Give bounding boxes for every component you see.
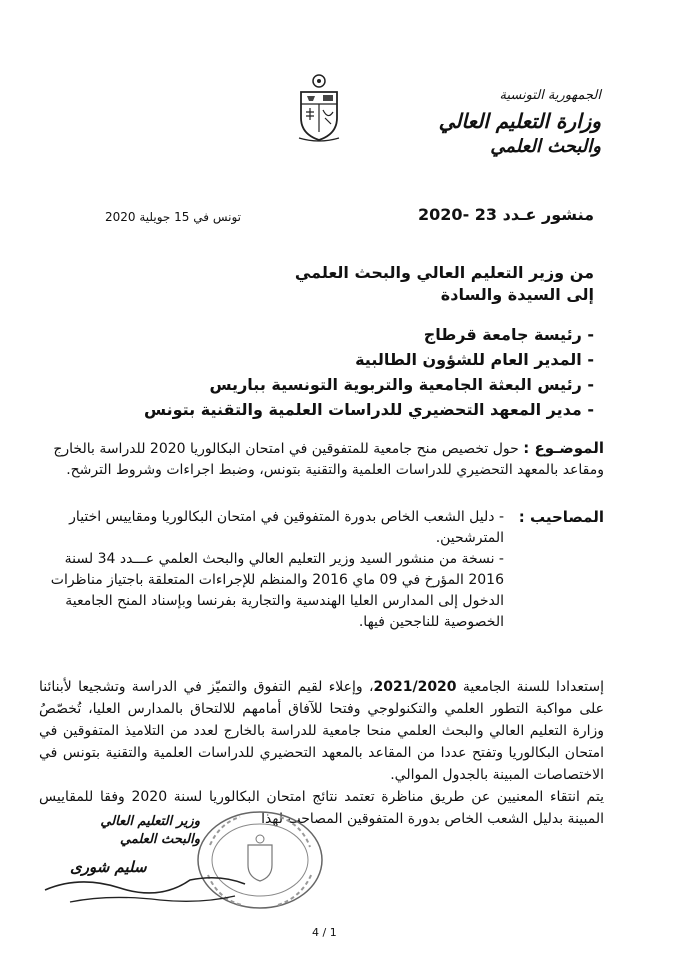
attachments-label: المصاحيب :	[518, 508, 604, 526]
page-number: 4 / 1	[312, 926, 337, 939]
subject-label: الموضـوع :	[523, 439, 604, 457]
ministry-name-line1: وزارة التعليم العالي	[438, 109, 601, 133]
attachment-item: - دليل الشعب الخاص بدورة المتفوقين في امتحان البكالوريا ومقاييس اختيار المترشحين.	[69, 509, 504, 546]
signatory-title	[40, 813, 200, 849]
subject-text: حول تخصيص منح جامعية للمتفوقين في امتحان البكالوريا 2020 للدراسة بالخارج ومقاعد بالمعهد التحضيري للدراسات العلمية والتقنية بتونس، وضبط اجراءات وشروط الترشح.	[53, 441, 604, 478]
attachment-item: - نسخة من منشور السيد وزير التعليم العالي والبحث العلمي عـــدد 34 لسنة 2016 المؤرخ في 09 ماي 2016 والمنظم للإجراءات المتعلقة باجتياز مناظرات الدخول إلى المدارس العليا الهندسية والتجارية بفرنسا وبإسناد المنح الجامعية الخصوصية للناجحين فيها.	[50, 551, 504, 630]
sender-line: من وزير التعليم العالي والبحث العلمي	[294, 263, 594, 282]
signatory-title-line2: والبحث العلمي	[120, 832, 200, 847]
recipient-item: - المدير العام للشؤون الطالبية	[144, 347, 594, 372]
subject-block	[34, 438, 604, 481]
ministry-header	[371, 88, 601, 159]
recipients-list	[144, 322, 594, 422]
ministry-name-line2: والبحث العلمي	[490, 136, 601, 157]
republic-label: الجمهورية التونسية	[499, 88, 601, 103]
signatory-title-line1: وزير التعليم العالي	[100, 814, 200, 829]
recipient-item: - رئيس البعثة الجامعية والتربوية التونسية بباريس	[144, 372, 594, 397]
recipient-item: - رئيسة جامعة قرطاج	[144, 322, 594, 347]
body-p1-start: إستعدادا للسنة الجامعية	[456, 679, 604, 695]
circular-number: منشور عـدد 23 -2020	[418, 205, 594, 224]
handwritten-signature	[40, 850, 260, 910]
attachments-block	[34, 507, 604, 633]
body-paragraph-1	[39, 676, 604, 786]
body-p1-rest: ، وإعلاء لقيم التفوق والتميّز في الدراسة وتشجيعا لأبنائنا على مواكبة التطور العلمي والتكنولوجي وفتحا للآفاق أمامهم للالتحاق بالمدارس العليا، تُخصّصُ وزارة التعليم العالي والبحث العلمي منحا جامعية للدراسة بالخارج لعدد من التلاميذ المتفوقين في امتحان البكالوريا وتفتح عددا من المقاعد بالمعهد التحضيري للدراسات العلمية والتقنية بتونس في الاختصاصات المبينة بالجدول الموالي.	[39, 679, 604, 783]
signatory-name: سليم شورى	[70, 858, 147, 876]
body-paragraph-2: يتم انتقاء المعنيين عن طريق مناظرة تعتمد نتائج امتحان البكالوريا لسنة 2020 وفقا للمقاييس المبينة بدليل الشعب الخاص بدورة المتفوقين المصاحب لهذا	[39, 789, 604, 827]
recipient-item: - مدير المعهد التحضيري للدراسات العلمية والتقنية بتونس	[144, 397, 594, 422]
academic-year: 2021/2020	[373, 679, 457, 695]
circular-date: تونس في 15 جويلية 2020	[105, 210, 241, 224]
sender-block	[295, 262, 594, 306]
addressee-intro: إلى السيدة والسادة	[440, 285, 594, 304]
coat-of-arms-emblem	[295, 72, 343, 142]
